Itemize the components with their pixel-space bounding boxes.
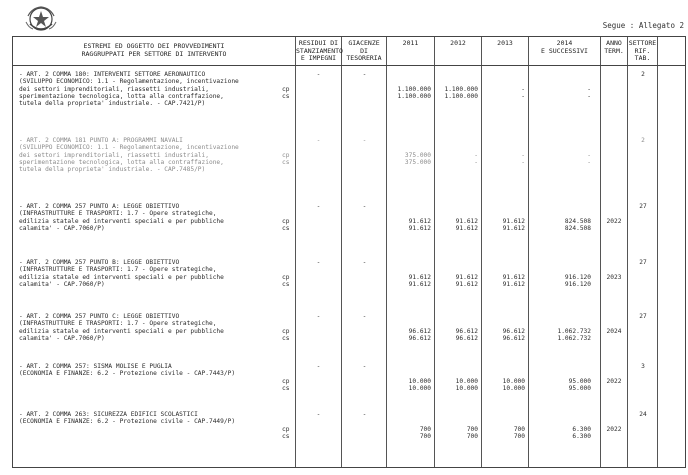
provisions-table (12, 36, 686, 468)
value-2011: 1.100.000 1.100.000 (397, 85, 431, 100)
value-2014: 6.300 6.300 (572, 425, 591, 440)
provision-description: (SVILUPPO ECONOMICO: 1.1 - Regolamentazione, incentivazione dei settori imprenditoriali, riassetti industriali, sperimentazione tecnologica, lotta alla contraffazione, tutela della proprieta' industriale. - CAP.7485/P) (19, 144, 239, 174)
annex-label: Segue : Allegato 2 (602, 21, 684, 30)
giacenze-value: - (362, 411, 367, 418)
value-2012: 91.612 91.612 (455, 217, 478, 232)
cp-label: cp (282, 151, 290, 159)
col-header-residui: RESIDUI DI STANZIAMENTO E IMPEGNI (296, 39, 343, 62)
cp-cs-labels (282, 152, 296, 167)
value-2013: 10.000 10.000 (502, 377, 525, 392)
value-2011: 96.612 96.612 (408, 327, 431, 342)
value-2013: - - (521, 151, 525, 166)
residui-value: - (316, 363, 321, 370)
giacenze-value: - (362, 137, 367, 144)
residui-value: - (316, 313, 321, 320)
provision-description: (ECONOMIA E FINANZE: 6.2 - Protezione civile - CAP.7443/P) (19, 370, 236, 378)
value-2012: 96.612 96.612 (455, 327, 478, 342)
value-2014: - - (587, 85, 591, 100)
cp-label: cp (282, 273, 290, 281)
anno-term-value: 2024 (606, 327, 622, 335)
value-2014: 1.062.732 1.062.732 (557, 327, 591, 342)
residui-value: - (316, 203, 321, 210)
republic-emblem-icon (24, 4, 58, 34)
cp-cs-labels (282, 378, 296, 393)
provision-description: (ECONOMIA E FINANZE: 6.2 - Protezione civile - CAP.7449/P) (19, 418, 236, 426)
value-2011: 10.000 10.000 (408, 377, 431, 392)
cp-cs-labels (282, 426, 296, 441)
cs-label: cs (282, 224, 290, 232)
settore-value: 27 (639, 203, 647, 210)
col-header-anno: ANNO TERM. (604, 39, 624, 55)
cp-label: cp (282, 217, 290, 225)
col-header-2011: 2011 (402, 39, 419, 47)
anno-term-value: 2022 (606, 377, 622, 385)
value-2012: 1.100.000 1.100.000 (444, 85, 478, 100)
provision-title: - ART. 2 COMMA 257 PUNTO A: LEGGE OBIETTIVO (19, 203, 180, 210)
col-header-2013: 2013 (497, 39, 513, 47)
anno-term-value: 2023 (606, 273, 622, 281)
provision-title: - ART. 2 COMMA 257 PUNTO C: LEGGE OBIETTIVO (19, 313, 180, 320)
cp-cs-labels (282, 218, 296, 233)
cp-label: cp (282, 327, 290, 335)
value-2013: - - (521, 85, 525, 100)
value-2014: 95.000 95.000 (568, 377, 591, 392)
cp-label: cp (282, 85, 290, 93)
provision-title: - ART. 2 COMMA 180: INTERVENTI SETTORE AERONAUTICO (19, 71, 206, 78)
cp-cs-labels (282, 328, 296, 343)
cp-cs-labels (282, 86, 296, 101)
cs-label: cs (282, 92, 290, 100)
col-header-estremi: ESTREMI ED OGGETTO DEI PROVVEDIMENTI RAGGRUPPATI PER SETTORE DI INTERVENTO (81, 42, 227, 58)
giacenze-value: - (362, 71, 367, 78)
value-2013: 96.612 96.612 (502, 327, 525, 342)
col-header-settore: SETTORE RIF. TAB. (628, 39, 657, 62)
residui-value: - (316, 137, 321, 144)
value-2011: 91.612 91.612 (408, 273, 431, 288)
cp-cs-labels (282, 274, 296, 289)
value-2012: 700 700 (466, 425, 478, 440)
value-2012: 10.000 10.000 (455, 377, 478, 392)
anno-term-value: 2022 (606, 425, 622, 433)
giacenze-value: - (362, 313, 367, 320)
value-2011: 700 700 (419, 425, 431, 440)
settore-value: 27 (639, 313, 647, 320)
residui-value: - (316, 411, 321, 418)
provision-title: - ART. 2 COMMA 257 PUNTO B: LEGGE OBIETTIVO (19, 259, 180, 266)
value-2013: 91.612 91.612 (502, 217, 525, 232)
residui-value: - (316, 259, 321, 266)
provision-description: (INFRASTRUTTURE E TRASPORTI: 1.7 - Opere strategiche, edilizia statale ed interventi speciali e per pubbliche calamita' - CAP.7060/P) (19, 320, 224, 342)
col-header-giacenze: GIACENZE DI TESORERIA (346, 39, 382, 62)
value-2014: - - (587, 151, 591, 166)
cp-label: cp (282, 425, 290, 433)
settore-value: 27 (639, 259, 647, 266)
giacenze-value: - (362, 203, 367, 210)
provision-title: - ART. 2 COMMA 263: SICUREZZA EDIFICI SCOLASTICI (19, 411, 198, 418)
cs-label: cs (282, 432, 290, 440)
provision-description: (INFRASTRUTTURE E TRASPORTI: 1.7 - Opere strategiche, edilizia statale ed interventi speciali e per pubbliche calamita' - CAP.7060/P) (19, 266, 224, 288)
settore-value: 2 (641, 137, 645, 144)
value-2012: 91.612 91.612 (455, 273, 478, 288)
cs-label: cs (282, 384, 290, 392)
cs-label: cs (282, 158, 290, 166)
cp-label: cp (282, 377, 290, 385)
value-2014: 916.120 916.120 (564, 273, 591, 288)
settore-value: 2 (641, 71, 645, 78)
cs-label: cs (282, 334, 290, 342)
value-2011: 91.612 91.612 (408, 217, 431, 232)
giacenze-value: - (362, 363, 367, 370)
provision-title: - ART. 2 COMMA 257: SISMA MOLISE E PUGLIA (19, 363, 172, 370)
provision-title: - ART. 2 COMMA 181 PUNTO A: PROGRAMMI NAVALI (19, 137, 183, 144)
cs-label: cs (282, 280, 290, 288)
anno-term-value: 2022 (606, 217, 622, 225)
value-2013: 700 700 (513, 425, 525, 440)
residui-value: - (316, 71, 321, 78)
giacenze-value: - (362, 259, 367, 266)
value-2013: 91.612 91.612 (502, 273, 525, 288)
settore-value: 3 (641, 363, 645, 370)
col-header-2012: 2012 (450, 39, 466, 47)
provision-description: (SVILUPPO ECONOMICO: 1.1 - Regolamentazione, incentivazione dei settori imprenditoriali, riassetti industriali, sperimentazione tecnologica, lotta alla contraffazione, tutela della proprieta' industriale. - CAP.7421/P) (19, 78, 239, 108)
value-2012: - - (474, 151, 478, 166)
col-header-2014: 2014 E SUCCESSIVI (541, 39, 588, 55)
value-2011: 375.000 375.000 (404, 151, 431, 166)
settore-value: 24 (639, 411, 647, 418)
value-2014: 824.508 824.508 (564, 217, 591, 232)
provision-description: (INFRASTRUTTURE E TRASPORTI: 1.7 - Opere strategiche, edilizia statale ed interventi speciali e per pubbliche calamita' - CAP.7060/P) (19, 210, 224, 232)
